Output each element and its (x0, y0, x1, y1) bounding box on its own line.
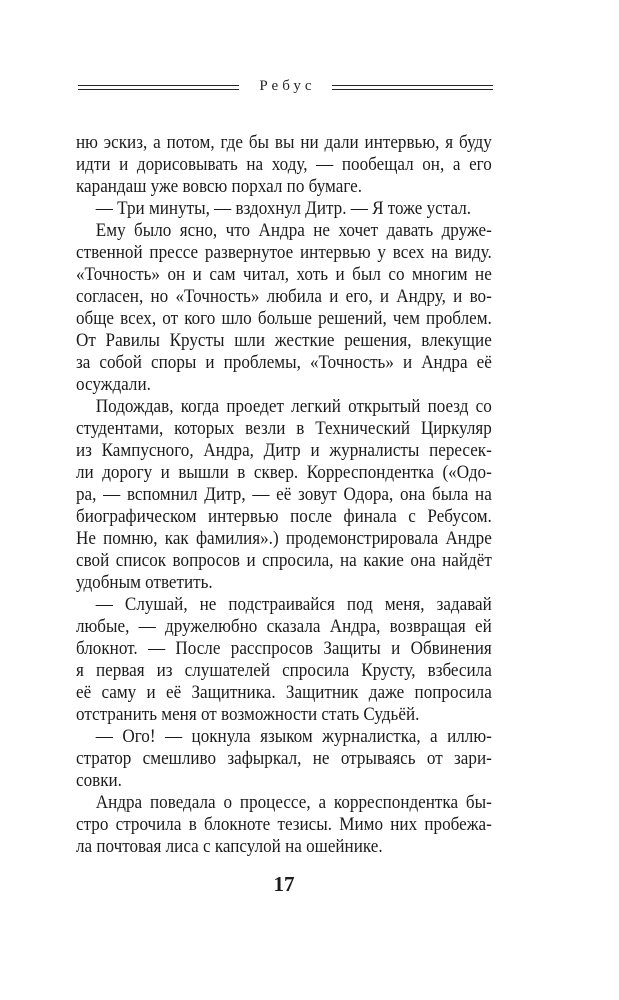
running-head (78, 78, 493, 96)
text-line: Ему было ясно, что Андра не хочет давать друже- (95, 220, 492, 241)
text-line: за собой споры и проблемы, «Точность» и Андра её (76, 352, 492, 373)
text-line: осуждали. (76, 374, 151, 395)
text-line: От Равилы Крусты шли жесткие решения, влекущие (76, 330, 492, 351)
text-line: из Кампусного, Андра, Дитр и журналисты пересек- (76, 440, 492, 461)
page-number: 17 (273, 872, 295, 896)
body-text (76, 132, 492, 858)
text-line: я первая из слушателей спросила Крусту, взбесила (76, 660, 492, 681)
text-line: ла почтовая лиса с капсулой на ошейнике. (76, 836, 383, 857)
text-line: свой список вопросов и спросила, на какие она найдёт (76, 550, 492, 571)
text-line: карандаш уже вовсю порхал по бумаге. (76, 176, 362, 197)
text-line: любые, — дружелюбно сказала Андра, возвращая ей (76, 616, 492, 637)
text-line: Не помню, как фамилия».) продемонстрировала Андре (76, 528, 492, 549)
text-line: её саму и её Защитника. Защитник даже попросила (76, 682, 492, 703)
text-line: обще всех, от кого шло больше решений, чем проблем. (76, 308, 492, 329)
text-line: — Ого! — цокнула языком журналистка, а иллю- (95, 726, 492, 747)
chapter-title: Ребус (259, 77, 316, 94)
text-line: совки. (76, 770, 122, 791)
header-rule-left (78, 85, 239, 90)
text-line: идти и дорисовывать на ходу, — пообещал он, а его (76, 154, 492, 175)
text-line: Андра поведала о процессе, а корреспондентка бы- (95, 792, 492, 813)
text-line: согласен, но «Точность» любила и его, и Андру, и во- (76, 286, 492, 307)
text-line: студентами, которых везли в Технический Циркуляр (76, 418, 492, 439)
text-line: ра, — вспомнил Дитр, — её зовут Одора, она была на (76, 484, 492, 505)
text-line: стро строчила в блокноте тезисы. Мимо них пробежа- (76, 814, 492, 835)
header-rule-right (332, 85, 493, 90)
text-line: ню эскиз, а потом, где бы вы ни дали интервью, я буду (76, 132, 492, 153)
text-line: стратор смешливо зафыркал, не отрываясь от зари- (76, 748, 492, 769)
text-line: ли дорогу и вышли в сквер. Корреспондентка («Одо- (76, 462, 492, 483)
text-line: «Точность» он и сам читал, хоть и был со многим не (76, 264, 492, 285)
text-line: — Слушай, не подстраивайся под меня, задавай (95, 594, 492, 615)
text-line: Подождав, когда проедет легкий открытый поезд со (95, 396, 492, 417)
text-line: удобным ответить. (76, 572, 213, 593)
text-line: ственной прессе развернутое интервью у всех на виду. (76, 242, 492, 263)
text-line: отстранить меня от возможности стать Судьёй. (76, 704, 420, 725)
text-line: блокнот. — После расспросов Защиты и Обвинения (76, 638, 492, 659)
text-line: — Три минуты, — вздохнул Дитр. — Я тоже устал. (95, 198, 472, 219)
text-line: биографическом интервью после финала с Ребусом. (76, 506, 492, 527)
